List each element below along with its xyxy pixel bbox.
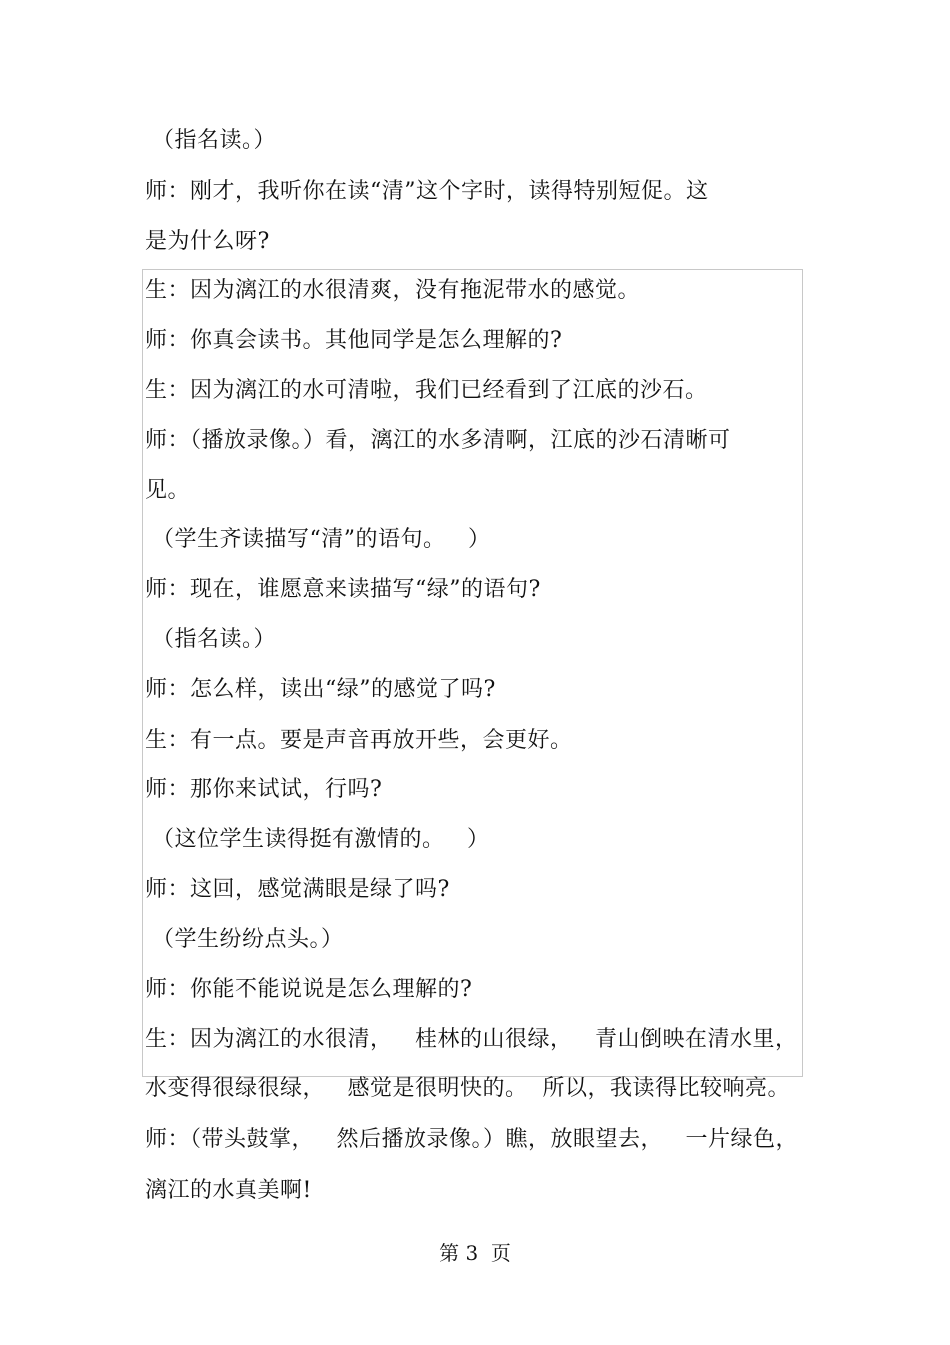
- paragraph-line: 水变得很绿很绿， 感觉是很明快的。 所以，我读得比较响亮。: [145, 1076, 790, 1101]
- paragraph-line: 生：有一点。要是声音再放开些，会更好。: [145, 728, 573, 753]
- paragraph-line: 生：因为漓江的水很清爽，没有拖泥带水的感觉。: [145, 278, 641, 303]
- paragraph-line: 生：因为漓江的水可清啦，我们已经看到了江底的沙石。: [145, 378, 708, 403]
- paragraph-line: （学生齐读描写“清”的语句。 ）: [152, 527, 491, 552]
- paragraph-line: 见。: [145, 478, 191, 503]
- paragraph-line: 师：（播放录像。）看，漓江的水多清啊，江底的沙石清晰可: [145, 428, 731, 453]
- paragraph-line: 师：那你来试试，行吗?: [145, 777, 383, 802]
- paragraph-line: 师：这回，感觉满眼是绿了吗?: [145, 877, 450, 902]
- paragraph-line: 师：（带头鼓掌， 然后播放录像。）瞧，放眼望去， 一片绿色，: [145, 1127, 798, 1152]
- paragraph-line: （指名读。）: [152, 627, 277, 652]
- paragraph-line: 师：刚才，我听你在读“清”这个字时，读得特别短促。这: [145, 179, 709, 204]
- paragraph-line: 师：现在，谁愿意来读描写“绿”的语句?: [145, 577, 541, 602]
- paragraph-line: 生：因为漓江的水很清， 桂林的山很绿， 青山倒映在清水里，: [145, 1027, 798, 1052]
- paragraph-line: 师：你真会读书。其他同学是怎么理解的?: [145, 328, 563, 353]
- paragraph-line: 是为什么呀?: [145, 229, 270, 254]
- paragraph-line: 师：怎么样，读出“绿”的感觉了吗?: [145, 677, 496, 702]
- paragraph-line: （学生纷纷点头。）: [152, 927, 344, 952]
- paragraph-line: 漓江的水真美啊!: [145, 1178, 312, 1203]
- paragraph-line: （指名读。）: [152, 128, 277, 153]
- paragraph-line: 师：你能不能说说是怎么理解的?: [145, 977, 473, 1002]
- page-number: 第 3 页: [439, 1241, 511, 1265]
- paragraph-line: （这位学生读得挺有激情的。 ）: [152, 827, 490, 852]
